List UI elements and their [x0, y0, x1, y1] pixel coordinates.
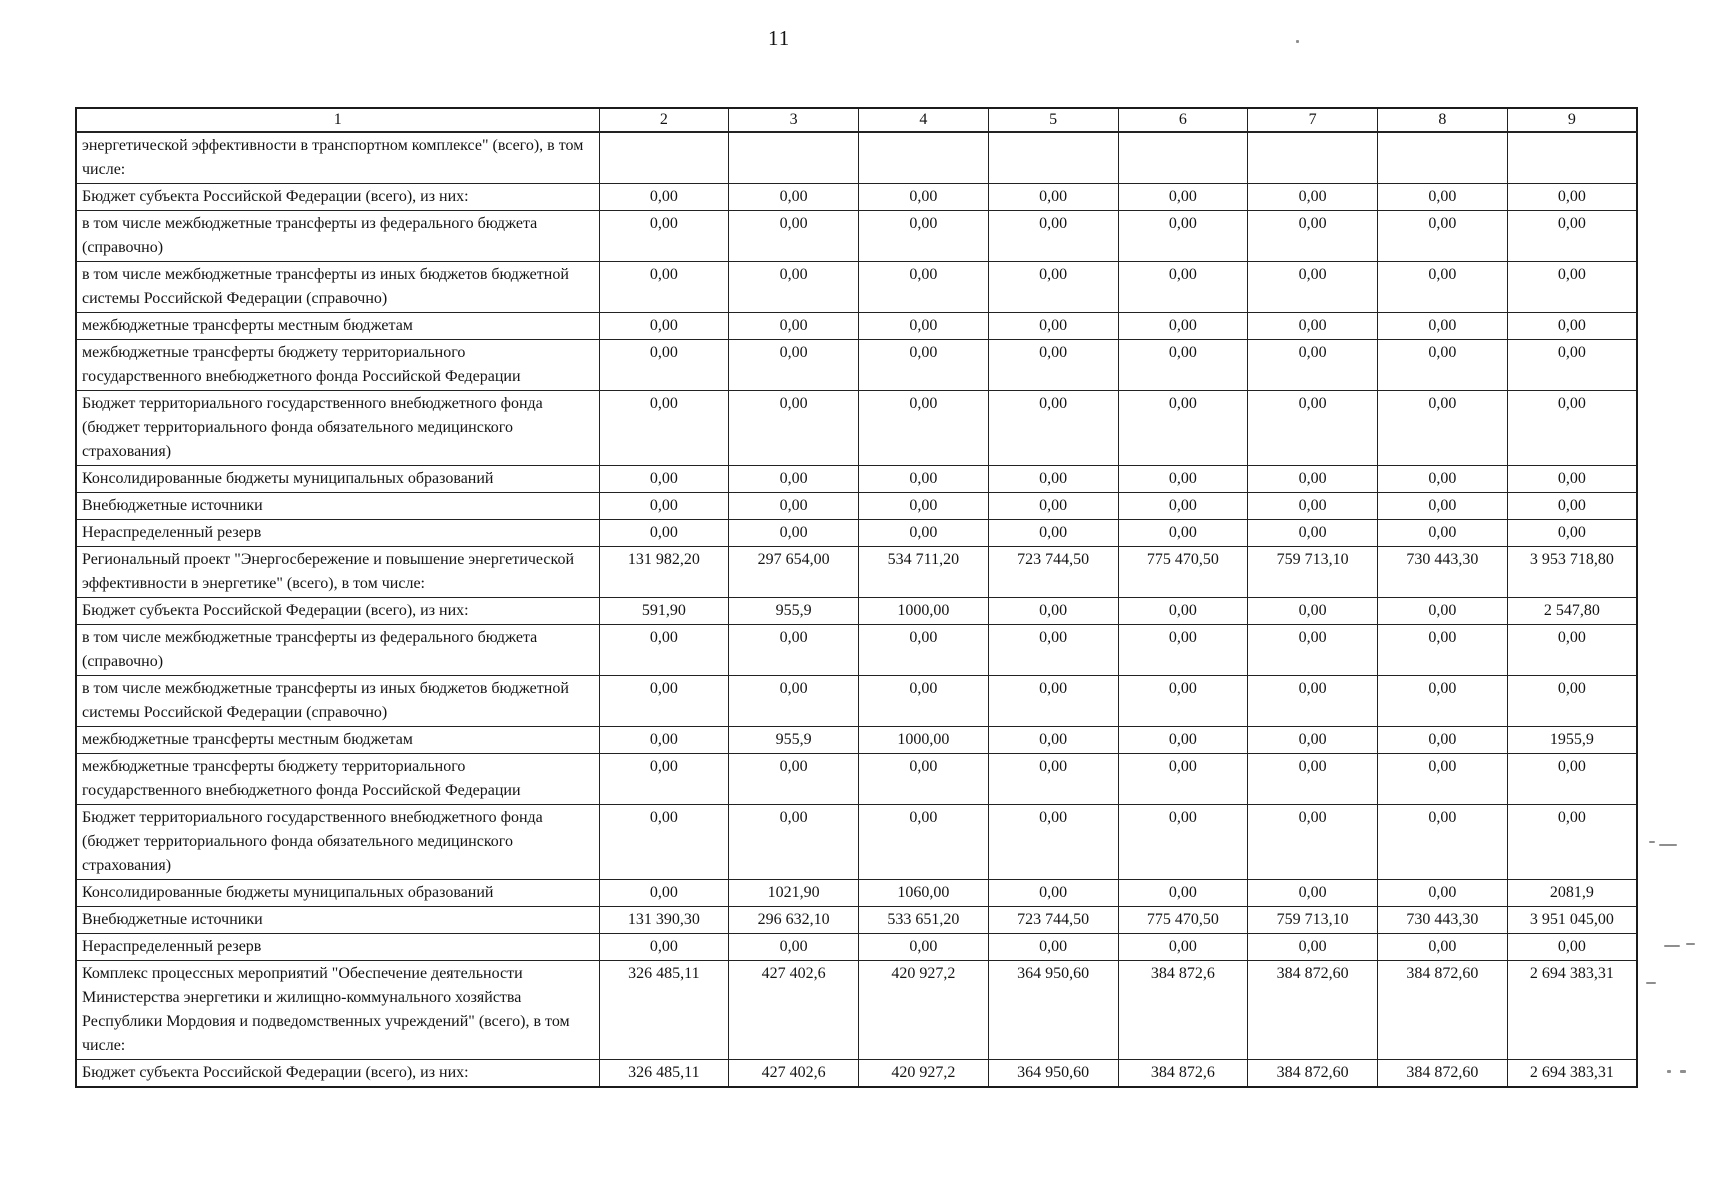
cell-value: 775 470,50 — [1118, 547, 1248, 598]
table-row — [76, 493, 1637, 520]
cell-value: 0,00 — [729, 676, 859, 727]
table-row — [76, 132, 1637, 184]
cell-value: 0,00 — [1507, 313, 1637, 340]
cell-value: 0,00 — [1118, 313, 1248, 340]
cell-value: 0,00 — [1378, 934, 1508, 961]
cell-value: 0,00 — [599, 520, 729, 547]
table-row — [76, 184, 1637, 211]
cell-value: 0,00 — [729, 934, 859, 961]
cell-value: 0,00 — [988, 262, 1118, 313]
scan-artifact — [1659, 844, 1677, 846]
cell-value: 0,00 — [859, 676, 989, 727]
cell-value: 0,00 — [1118, 391, 1248, 466]
table-row — [76, 907, 1637, 934]
scan-artifact — [1686, 943, 1695, 945]
cell-value: 0,00 — [859, 313, 989, 340]
cell-value: 730 443,30 — [1378, 907, 1508, 934]
table-row — [76, 340, 1637, 391]
cell-value: 0,00 — [1248, 184, 1378, 211]
table-row — [76, 934, 1637, 961]
cell-value: 0,00 — [1507, 934, 1637, 961]
cell-value: 0,00 — [1248, 754, 1378, 805]
cell-value: 0,00 — [859, 262, 989, 313]
table-row — [76, 547, 1637, 598]
scan-artifact — [1296, 40, 1299, 43]
cell-value: 0,00 — [729, 625, 859, 676]
cell-value: 730 443,30 — [1378, 547, 1508, 598]
cell-value: 533 651,20 — [859, 907, 989, 934]
cell-value: 0,00 — [1378, 676, 1508, 727]
cell-value: 0,00 — [1248, 625, 1378, 676]
cell-value: 0,00 — [1378, 466, 1508, 493]
column-header: 5 — [988, 108, 1118, 132]
column-header: 4 — [859, 108, 989, 132]
cell-value: 3 951 045,00 — [1507, 907, 1637, 934]
cell-value: 0,00 — [1248, 880, 1378, 907]
cell-value — [988, 132, 1118, 184]
row-label: Бюджет субъекта Российской Федерации (всего), из них: — [76, 1060, 599, 1088]
cell-value: 0,00 — [859, 520, 989, 547]
cell-value: 591,90 — [599, 598, 729, 625]
cell-value: 0,00 — [729, 520, 859, 547]
cell-value: 0,00 — [599, 211, 729, 262]
row-label: Бюджет территориального государственного внебюджетного фонда (бюджет территориального фонда обязательного медицинского страхования) — [76, 391, 599, 466]
cell-value: 427 402,6 — [729, 961, 859, 1060]
cell-value: 0,00 — [1248, 493, 1378, 520]
cell-value: 0,00 — [1378, 211, 1508, 262]
cell-value: 0,00 — [1378, 340, 1508, 391]
cell-value: 0,00 — [988, 805, 1118, 880]
row-label: в том числе межбюджетные трансферты из федерального бюджета (справочно) — [76, 211, 599, 262]
cell-value: 0,00 — [1248, 262, 1378, 313]
cell-value: 0,00 — [1507, 676, 1637, 727]
cell-value: 0,00 — [988, 391, 1118, 466]
table-row — [76, 466, 1637, 493]
cell-value: 0,00 — [599, 466, 729, 493]
cell-value: 0,00 — [1507, 625, 1637, 676]
cell-value: 0,00 — [859, 466, 989, 493]
cell-value: 3 953 718,80 — [1507, 547, 1637, 598]
cell-value: 297 654,00 — [729, 547, 859, 598]
cell-value: 0,00 — [599, 391, 729, 466]
cell-value: 0,00 — [859, 493, 989, 520]
column-header: 3 — [729, 108, 859, 132]
row-label: Внебюджетные источники — [76, 907, 599, 934]
table-row — [76, 598, 1637, 625]
cell-value: 326 485,11 — [599, 961, 729, 1060]
table-row — [76, 391, 1637, 466]
table-row — [76, 727, 1637, 754]
table-row — [76, 676, 1637, 727]
cell-value: 0,00 — [1248, 805, 1378, 880]
row-label: межбюджетные трансферты местным бюджетам — [76, 727, 599, 754]
header-row — [76, 108, 1637, 132]
cell-value: 0,00 — [859, 805, 989, 880]
cell-value: 0,00 — [1507, 805, 1637, 880]
cell-value: 0,00 — [988, 184, 1118, 211]
table-header — [76, 108, 1637, 132]
cell-value: 0,00 — [599, 880, 729, 907]
cell-value: 420 927,2 — [859, 961, 989, 1060]
cell-value: 759 713,10 — [1248, 907, 1378, 934]
column-header: 9 — [1507, 108, 1637, 132]
row-label: Комплекс процессных мероприятий "Обеспечение деятельности Министерства энергетики и жилищно-коммунального хозяйства Республики Мордовия и подведомственных учреждений" (всего), в том числе: — [76, 961, 599, 1060]
cell-value — [859, 132, 989, 184]
cell-value: 0,00 — [1248, 466, 1378, 493]
cell-value: 0,00 — [859, 391, 989, 466]
cell-value: 0,00 — [1248, 520, 1378, 547]
cell-value: 0,00 — [599, 625, 729, 676]
cell-value: 326 485,11 — [599, 1060, 729, 1088]
table-row — [76, 313, 1637, 340]
cell-value: 0,00 — [988, 598, 1118, 625]
cell-value: 0,00 — [729, 262, 859, 313]
table-row — [76, 880, 1637, 907]
cell-value: 0,00 — [1118, 520, 1248, 547]
cell-value: 0,00 — [1507, 262, 1637, 313]
cell-value: 0,00 — [1248, 676, 1378, 727]
cell-value: 0,00 — [599, 262, 729, 313]
cell-value: 0,00 — [1378, 754, 1508, 805]
cell-value: 0,00 — [1248, 727, 1378, 754]
cell-value: 0,00 — [859, 754, 989, 805]
cell-value: 0,00 — [729, 493, 859, 520]
cell-value: 0,00 — [1507, 493, 1637, 520]
table-row — [76, 625, 1637, 676]
cell-value: 775 470,50 — [1118, 907, 1248, 934]
cell-value: 420 927,2 — [859, 1060, 989, 1088]
cell-value: 723 744,50 — [988, 547, 1118, 598]
cell-value: 0,00 — [1118, 880, 1248, 907]
cell-value: 0,00 — [729, 466, 859, 493]
cell-value: 384 872,60 — [1248, 961, 1378, 1060]
row-label: межбюджетные трансферты местным бюджетам — [76, 313, 599, 340]
cell-value — [1507, 132, 1637, 184]
cell-value: 0,00 — [988, 466, 1118, 493]
cell-value: 0,00 — [988, 727, 1118, 754]
cell-value: 0,00 — [729, 805, 859, 880]
cell-value: 384 872,60 — [1378, 961, 1508, 1060]
cell-value: 759 713,10 — [1248, 547, 1378, 598]
cell-value: 0,00 — [1507, 211, 1637, 262]
cell-value: 0,00 — [599, 493, 729, 520]
cell-value: 0,00 — [1118, 727, 1248, 754]
scan-artifact — [1680, 1070, 1686, 1073]
cell-value: 0,00 — [599, 754, 729, 805]
cell-value: 0,00 — [988, 625, 1118, 676]
cell-value — [1378, 132, 1508, 184]
cell-value: 0,00 — [1118, 466, 1248, 493]
cell-value: 0,00 — [1378, 598, 1508, 625]
cell-value: 0,00 — [988, 754, 1118, 805]
scan-artifact — [1664, 945, 1680, 947]
row-label: Нераспределенный резерв — [76, 934, 599, 961]
table-row — [76, 262, 1637, 313]
cell-value: 0,00 — [1248, 934, 1378, 961]
cell-value: 2081,9 — [1507, 880, 1637, 907]
table-row — [76, 961, 1637, 1060]
cell-value — [599, 132, 729, 184]
table-row — [76, 754, 1637, 805]
row-label: Внебюджетные источники — [76, 493, 599, 520]
cell-value: 0,00 — [859, 934, 989, 961]
cell-value: 0,00 — [1507, 184, 1637, 211]
cell-value: 0,00 — [599, 676, 729, 727]
cell-value: 384 872,60 — [1378, 1060, 1508, 1088]
cell-value: 0,00 — [1118, 934, 1248, 961]
cell-value: 0,00 — [988, 676, 1118, 727]
row-label: Региональный проект "Энергосбережение и повышение энергетической эффективности в энергетике" (всего), в том числе: — [76, 547, 599, 598]
cell-value: 0,00 — [1118, 211, 1248, 262]
row-label: Бюджет территориального государственного внебюджетного фонда (бюджет территориального фонда обязательного медицинского страхования) — [76, 805, 599, 880]
cell-value: 0,00 — [729, 391, 859, 466]
cell-value: 0,00 — [1378, 880, 1508, 907]
cell-value: 0,00 — [599, 184, 729, 211]
cell-value: 364 950,60 — [988, 961, 1118, 1060]
cell-value: 0,00 — [1118, 598, 1248, 625]
cell-value: 427 402,6 — [729, 1060, 859, 1088]
cell-value: 384 872,6 — [1118, 961, 1248, 1060]
cell-value: 0,00 — [599, 934, 729, 961]
cell-value: 0,00 — [859, 184, 989, 211]
scan-artifact — [1667, 1070, 1671, 1073]
cell-value: 0,00 — [599, 805, 729, 880]
cell-value: 0,00 — [988, 313, 1118, 340]
table-row — [76, 520, 1637, 547]
cell-value: 384 872,6 — [1118, 1060, 1248, 1088]
cell-value: 0,00 — [599, 313, 729, 340]
cell-value: 0,00 — [1507, 340, 1637, 391]
cell-value: 955,9 — [729, 598, 859, 625]
cell-value: 0,00 — [599, 727, 729, 754]
table-row — [76, 1060, 1637, 1088]
cell-value: 1955,9 — [1507, 727, 1637, 754]
cell-value: 0,00 — [1118, 754, 1248, 805]
cell-value: 131 390,30 — [599, 907, 729, 934]
cell-value: 0,00 — [1378, 520, 1508, 547]
cell-value — [1248, 132, 1378, 184]
cell-value: 296 632,10 — [729, 907, 859, 934]
cell-value: 2 694 383,31 — [1507, 1060, 1637, 1088]
cell-value: 0,00 — [729, 211, 859, 262]
row-label: межбюджетные трансферты бюджету территориального государственного внебюджетного фонда Российской Федерации — [76, 340, 599, 391]
cell-value: 0,00 — [1378, 184, 1508, 211]
cell-value: 0,00 — [859, 625, 989, 676]
scan-artifact — [1649, 841, 1655, 843]
cell-value: 0,00 — [1118, 184, 1248, 211]
cell-value: 0,00 — [988, 340, 1118, 391]
cell-value: 0,00 — [1378, 391, 1508, 466]
cell-value: 0,00 — [859, 340, 989, 391]
cell-value: 2 547,80 — [1507, 598, 1637, 625]
cell-value: 0,00 — [1507, 466, 1637, 493]
cell-value: 0,00 — [988, 880, 1118, 907]
cell-value: 723 744,50 — [988, 907, 1118, 934]
cell-value: 0,00 — [1507, 391, 1637, 466]
row-label: в том числе межбюджетные трансферты из иных бюджетов бюджетной системы Российской Федерации (справочно) — [76, 262, 599, 313]
cell-value: 364 950,60 — [988, 1060, 1118, 1088]
cell-value: 0,00 — [729, 340, 859, 391]
row-label: Консолидированные бюджеты муниципальных образований — [76, 880, 599, 907]
column-header: 6 — [1118, 108, 1248, 132]
cell-value: 384 872,60 — [1248, 1060, 1378, 1088]
cell-value: 0,00 — [988, 934, 1118, 961]
table-row — [76, 211, 1637, 262]
cell-value: 0,00 — [1378, 625, 1508, 676]
cell-value: 1060,00 — [859, 880, 989, 907]
cell-value: 955,9 — [729, 727, 859, 754]
row-label: межбюджетные трансферты бюджету территориального государственного внебюджетного фонда Российской Федерации — [76, 754, 599, 805]
cell-value: 0,00 — [1118, 805, 1248, 880]
cell-value: 0,00 — [599, 340, 729, 391]
budget-table — [75, 107, 1638, 1088]
cell-value: 0,00 — [1378, 262, 1508, 313]
table-body — [76, 132, 1637, 1087]
cell-value: 131 982,20 — [599, 547, 729, 598]
cell-value: 0,00 — [1118, 676, 1248, 727]
table-row — [76, 805, 1637, 880]
cell-value — [1118, 132, 1248, 184]
cell-value: 0,00 — [1118, 493, 1248, 520]
column-header: 1 — [76, 108, 599, 132]
column-header: 7 — [1248, 108, 1378, 132]
row-label: Нераспределенный резерв — [76, 520, 599, 547]
row-label: в том числе межбюджетные трансферты из федерального бюджета (справочно) — [76, 625, 599, 676]
cell-value: 0,00 — [1507, 520, 1637, 547]
cell-value: 534 711,20 — [859, 547, 989, 598]
cell-value: 0,00 — [1118, 262, 1248, 313]
cell-value: 2 694 383,31 — [1507, 961, 1637, 1060]
page-number: 11 — [768, 26, 791, 50]
row-label: Бюджет субъекта Российской Федерации (всего), из них: — [76, 598, 599, 625]
row-label: Бюджет субъекта Российской Федерации (всего), из них: — [76, 184, 599, 211]
cell-value: 0,00 — [1378, 805, 1508, 880]
cell-value: 0,00 — [1248, 313, 1378, 340]
cell-value: 0,00 — [729, 184, 859, 211]
cell-value: 0,00 — [729, 313, 859, 340]
cell-value: 0,00 — [1248, 211, 1378, 262]
cell-value: 0,00 — [1118, 625, 1248, 676]
cell-value: 0,00 — [729, 754, 859, 805]
cell-value: 0,00 — [1378, 727, 1508, 754]
cell-value: 1000,00 — [859, 727, 989, 754]
column-header: 8 — [1378, 108, 1508, 132]
row-label: энергетической эффективности в транспортном комплексе" (всего), в том числе: — [76, 132, 599, 184]
cell-value: 0,00 — [1507, 754, 1637, 805]
cell-value: 0,00 — [988, 211, 1118, 262]
cell-value: 0,00 — [1118, 340, 1248, 391]
cell-value: 0,00 — [988, 493, 1118, 520]
cell-value: 0,00 — [1248, 340, 1378, 391]
cell-value — [729, 132, 859, 184]
row-label: Консолидированные бюджеты муниципальных образований — [76, 466, 599, 493]
cell-value: 1000,00 — [859, 598, 989, 625]
row-label: в том числе межбюджетные трансферты из иных бюджетов бюджетной системы Российской Федерации (справочно) — [76, 676, 599, 727]
cell-value: 0,00 — [859, 211, 989, 262]
cell-value: 0,00 — [1248, 391, 1378, 466]
cell-value: 0,00 — [1248, 598, 1378, 625]
cell-value: 0,00 — [1378, 313, 1508, 340]
cell-value: 1021,90 — [729, 880, 859, 907]
column-header: 2 — [599, 108, 729, 132]
cell-value: 0,00 — [1378, 493, 1508, 520]
scan-artifact — [1646, 982, 1656, 984]
cell-value: 0,00 — [988, 520, 1118, 547]
